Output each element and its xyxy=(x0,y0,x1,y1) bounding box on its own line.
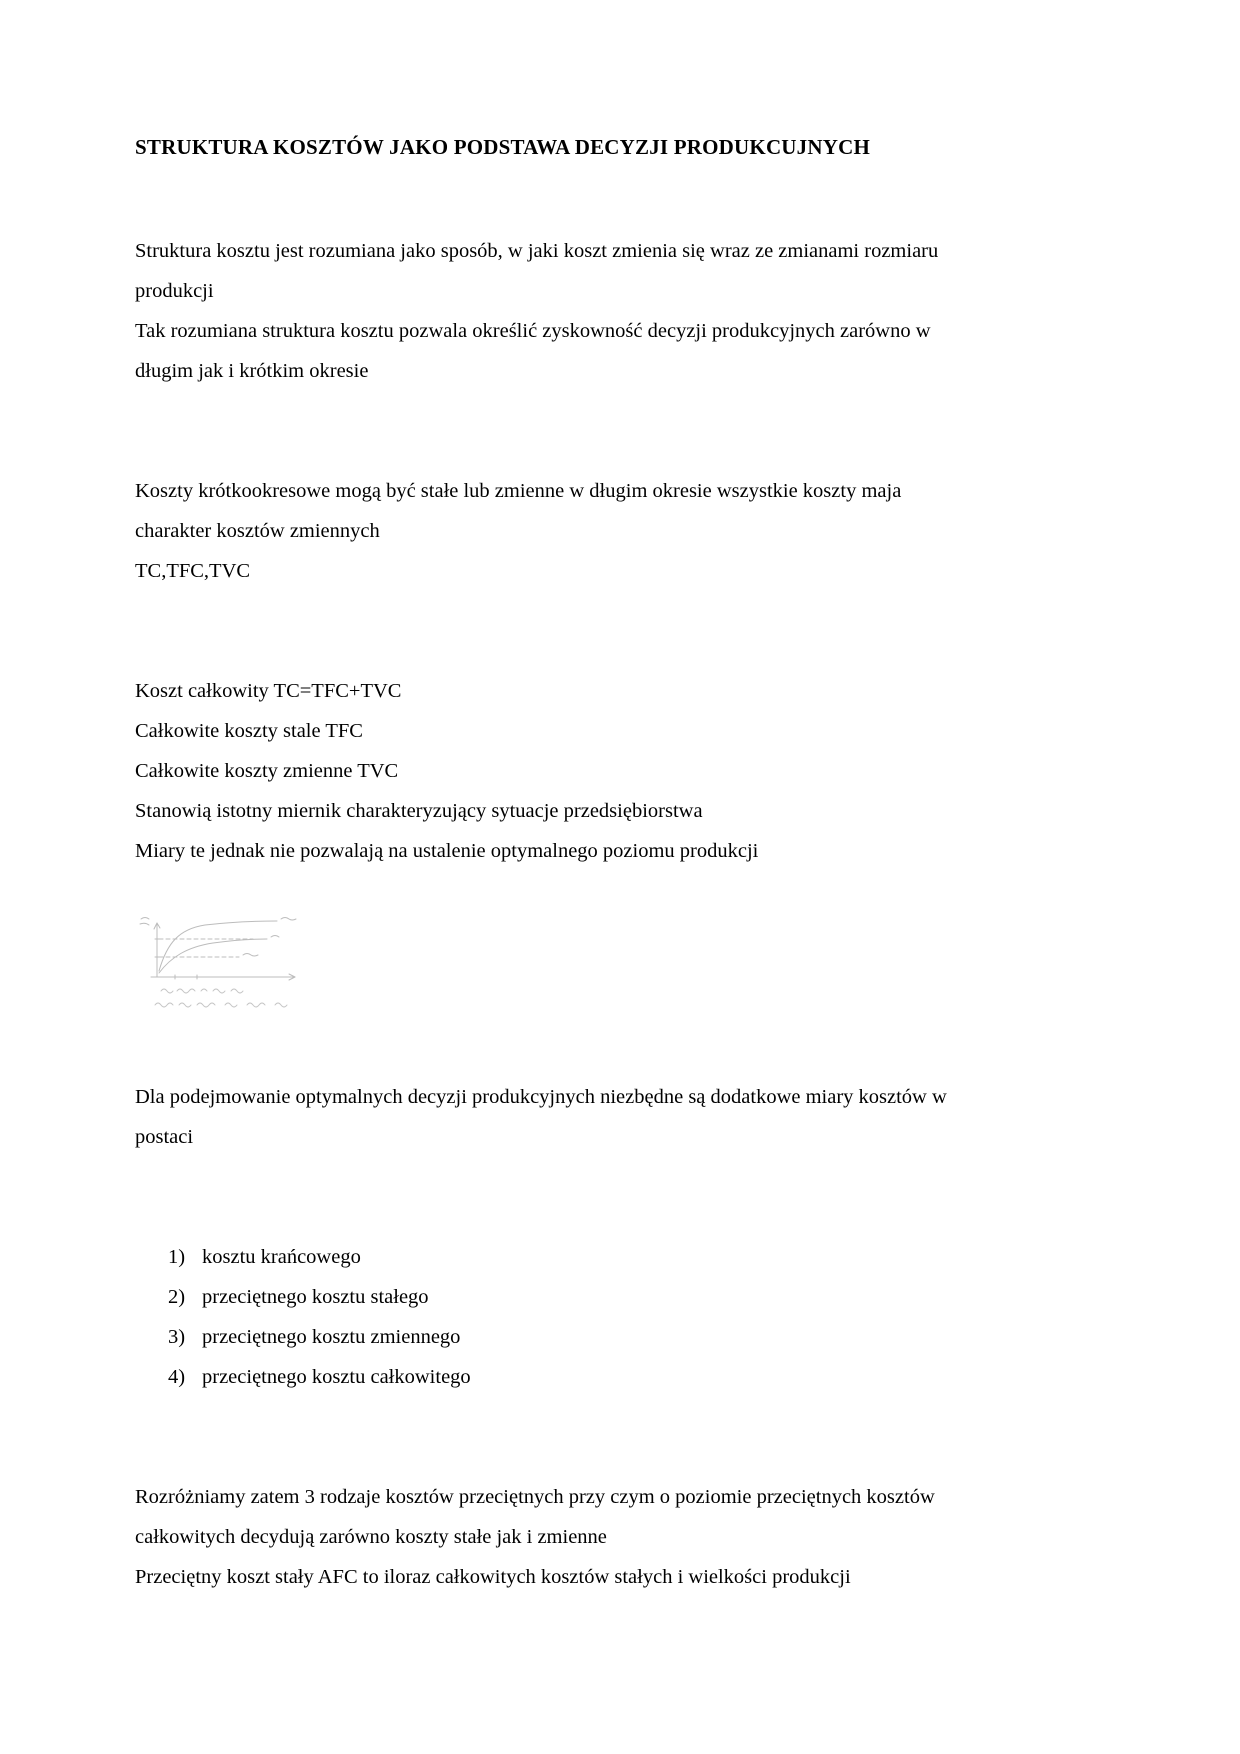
cost-measures-list xyxy=(135,1237,1105,1397)
list-item-number: 1) xyxy=(168,1246,186,1268)
list-item-label: kosztu krańcowego xyxy=(202,1246,361,1268)
paragraph: TC,TFC,TVC xyxy=(135,560,251,582)
list-item-number: 4) xyxy=(168,1366,186,1388)
paragraph: Stanowią istotny miernik charakteryzujący sytuacje przedsiębiorstwa xyxy=(135,800,703,822)
list-item xyxy=(168,1277,1105,1317)
paragraph: Struktura kosztu jest rozumiana jako sposób, w jaki koszt zmienia się wraz ze zmianami rozmiaru produkcji xyxy=(135,240,939,302)
blank-line xyxy=(135,433,1105,471)
list-item-label: przeciętnego kosztu zmiennego xyxy=(202,1326,461,1348)
cost-curves-sketch-image xyxy=(135,913,345,1013)
page-title: STRUKTURA KOSZTÓW JAKO PODSTAWA DECYZJI PRODUKCUJNYCH xyxy=(135,135,871,159)
list-item-number: 3) xyxy=(168,1326,186,1348)
paragraph: Całkowite koszty stale TFC xyxy=(135,720,363,742)
list-item xyxy=(168,1317,1105,1357)
blank-line xyxy=(135,1039,1105,1077)
list-item-label: przeciętnego kosztu stałego xyxy=(202,1286,429,1308)
paragraph: Rozróżniamy zatem 3 rodzaje kosztów przeciętnych przy czym o poziomie przeciętnych kosztów całkowitych decydują zarówno koszty stałe jak i zmienne xyxy=(135,1486,935,1548)
list-item-number: 2) xyxy=(168,1286,186,1308)
paragraph: Dla podejmowanie optymalnych decyzji produkcyjnych niezbędne są dodatkowe miary kosztów w postaci xyxy=(135,1086,947,1148)
paragraph: Przeciętny koszt stały AFC to iloraz całkowitych kosztów stałych i wielkości produkcji xyxy=(135,1566,851,1588)
intro-paragraph-block xyxy=(135,231,1105,391)
list-item-label: przeciętnego kosztu całkowitego xyxy=(202,1366,471,1388)
list-item xyxy=(168,1357,1105,1397)
total-costs-paragraph-block xyxy=(135,671,1105,871)
summary-paragraph-block xyxy=(135,1477,1105,1597)
measures-intro-paragraph-block xyxy=(135,1077,1105,1157)
blank-line xyxy=(135,1439,1105,1477)
blank-line xyxy=(135,633,1105,671)
list-item xyxy=(168,1237,1105,1277)
paragraph: Tak rozumiana struktura kosztu pozwala określić zyskowność decyzji produkcyjnych zarówno w długim jak i krótkim okresie xyxy=(135,320,931,382)
blank-line xyxy=(135,1199,1105,1237)
paragraph: Miary te jednak nie pozwalają na ustalenie optymalnego poziomu produkcji xyxy=(135,840,759,862)
short-run-paragraph-block xyxy=(135,471,1105,591)
paragraph: Koszty krótkookresowe mogą być stałe lub zmienne w długim okresie wszystkie koszty maja charakter kosztów zmiennych xyxy=(135,480,902,542)
paragraph: Koszt całkowity TC=TFC+TVC xyxy=(135,680,402,702)
paragraph: Całkowite koszty zmienne TVC xyxy=(135,760,399,782)
